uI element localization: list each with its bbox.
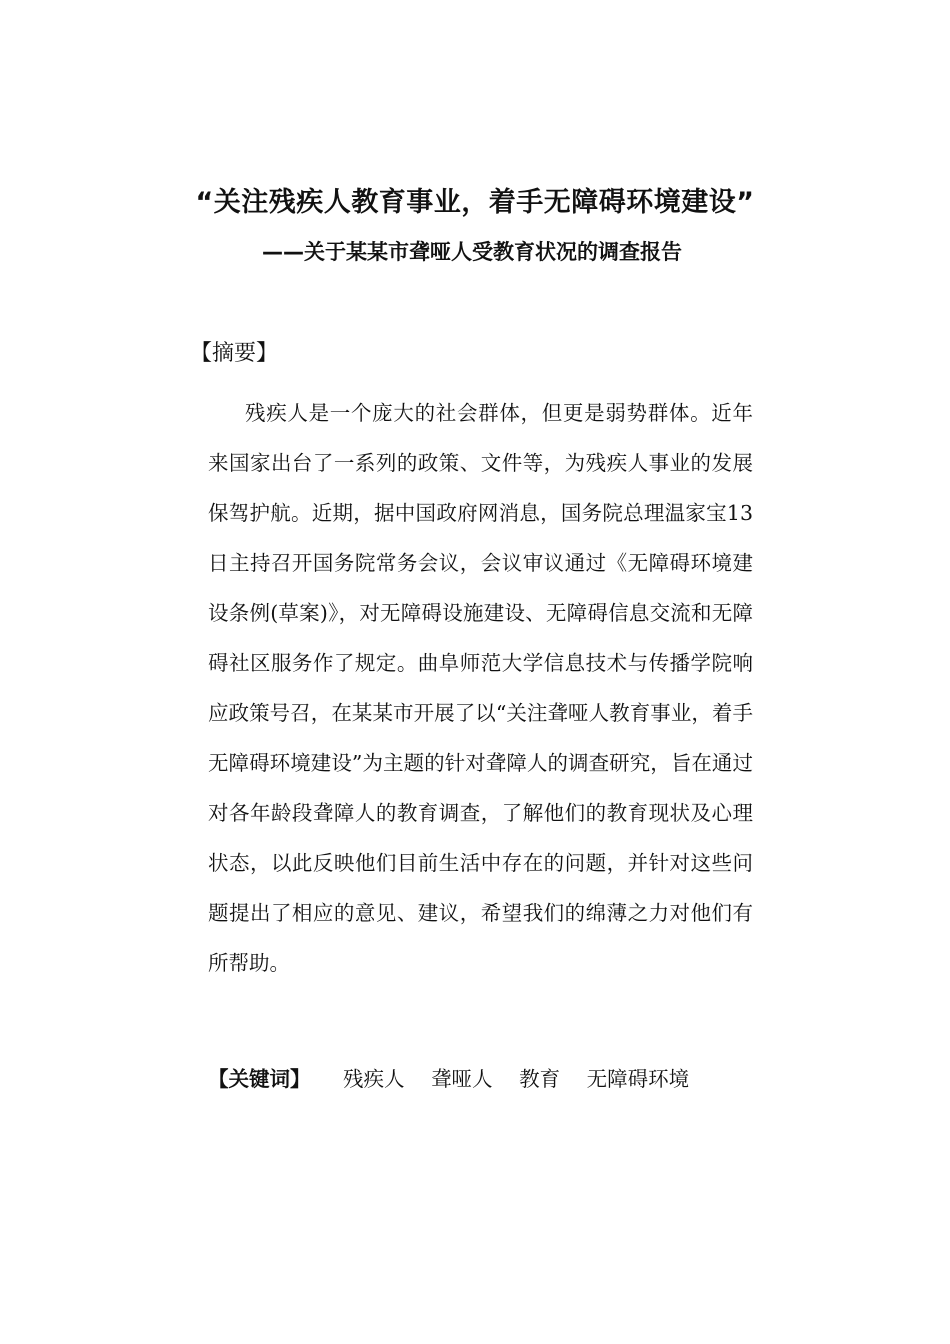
keyword-item: 无障碍环境	[586, 1067, 690, 1091]
abstract-heading: 【摘要】	[190, 341, 279, 366]
keyword-item: 聋哑人	[431, 1067, 493, 1091]
keyword-item: 教育	[519, 1067, 561, 1091]
document-subtitle: ——关于某某市聋哑人受教育状况的调查报告	[262, 240, 682, 264]
document-title: “关注残疾人教育事业，着手无障碍环境建设”	[195, 187, 755, 218]
keywords-line	[208, 1062, 709, 1092]
keywords-label: 【关键词】	[208, 1067, 311, 1091]
abstract-body: 残疾人是一个庞大的社会群体，但更是弱势群体。近年来国家出台了一系列的政策、文件等，为残疾人事业的发展保驾护航。近期，据中国政府网消息，国务院总理温家宝13日主持召开国务院常务会议，会议审议通过《无障碍环境建设条例(草案)》，对无障碍设施建设、无障碍信息交流和无障碍社区服务作了规定。曲阜师范大学信息技术与传播学院响应政策号召，在某某市开展了以“关注聋哑人教育事业，着手无障碍环境建设”为主题的针对聋障人的调查研究，旨在通过对各年龄段聋障人的教育调查，了解他们的教育现状及心理状态，以此反映他们目前生活中存在的问题，并针对这些问题提出了相应的意见、建议，希望我们的绵薄之力对他们有所帮助。	[208, 401, 753, 975]
keyword-item: 残疾人	[343, 1067, 405, 1091]
